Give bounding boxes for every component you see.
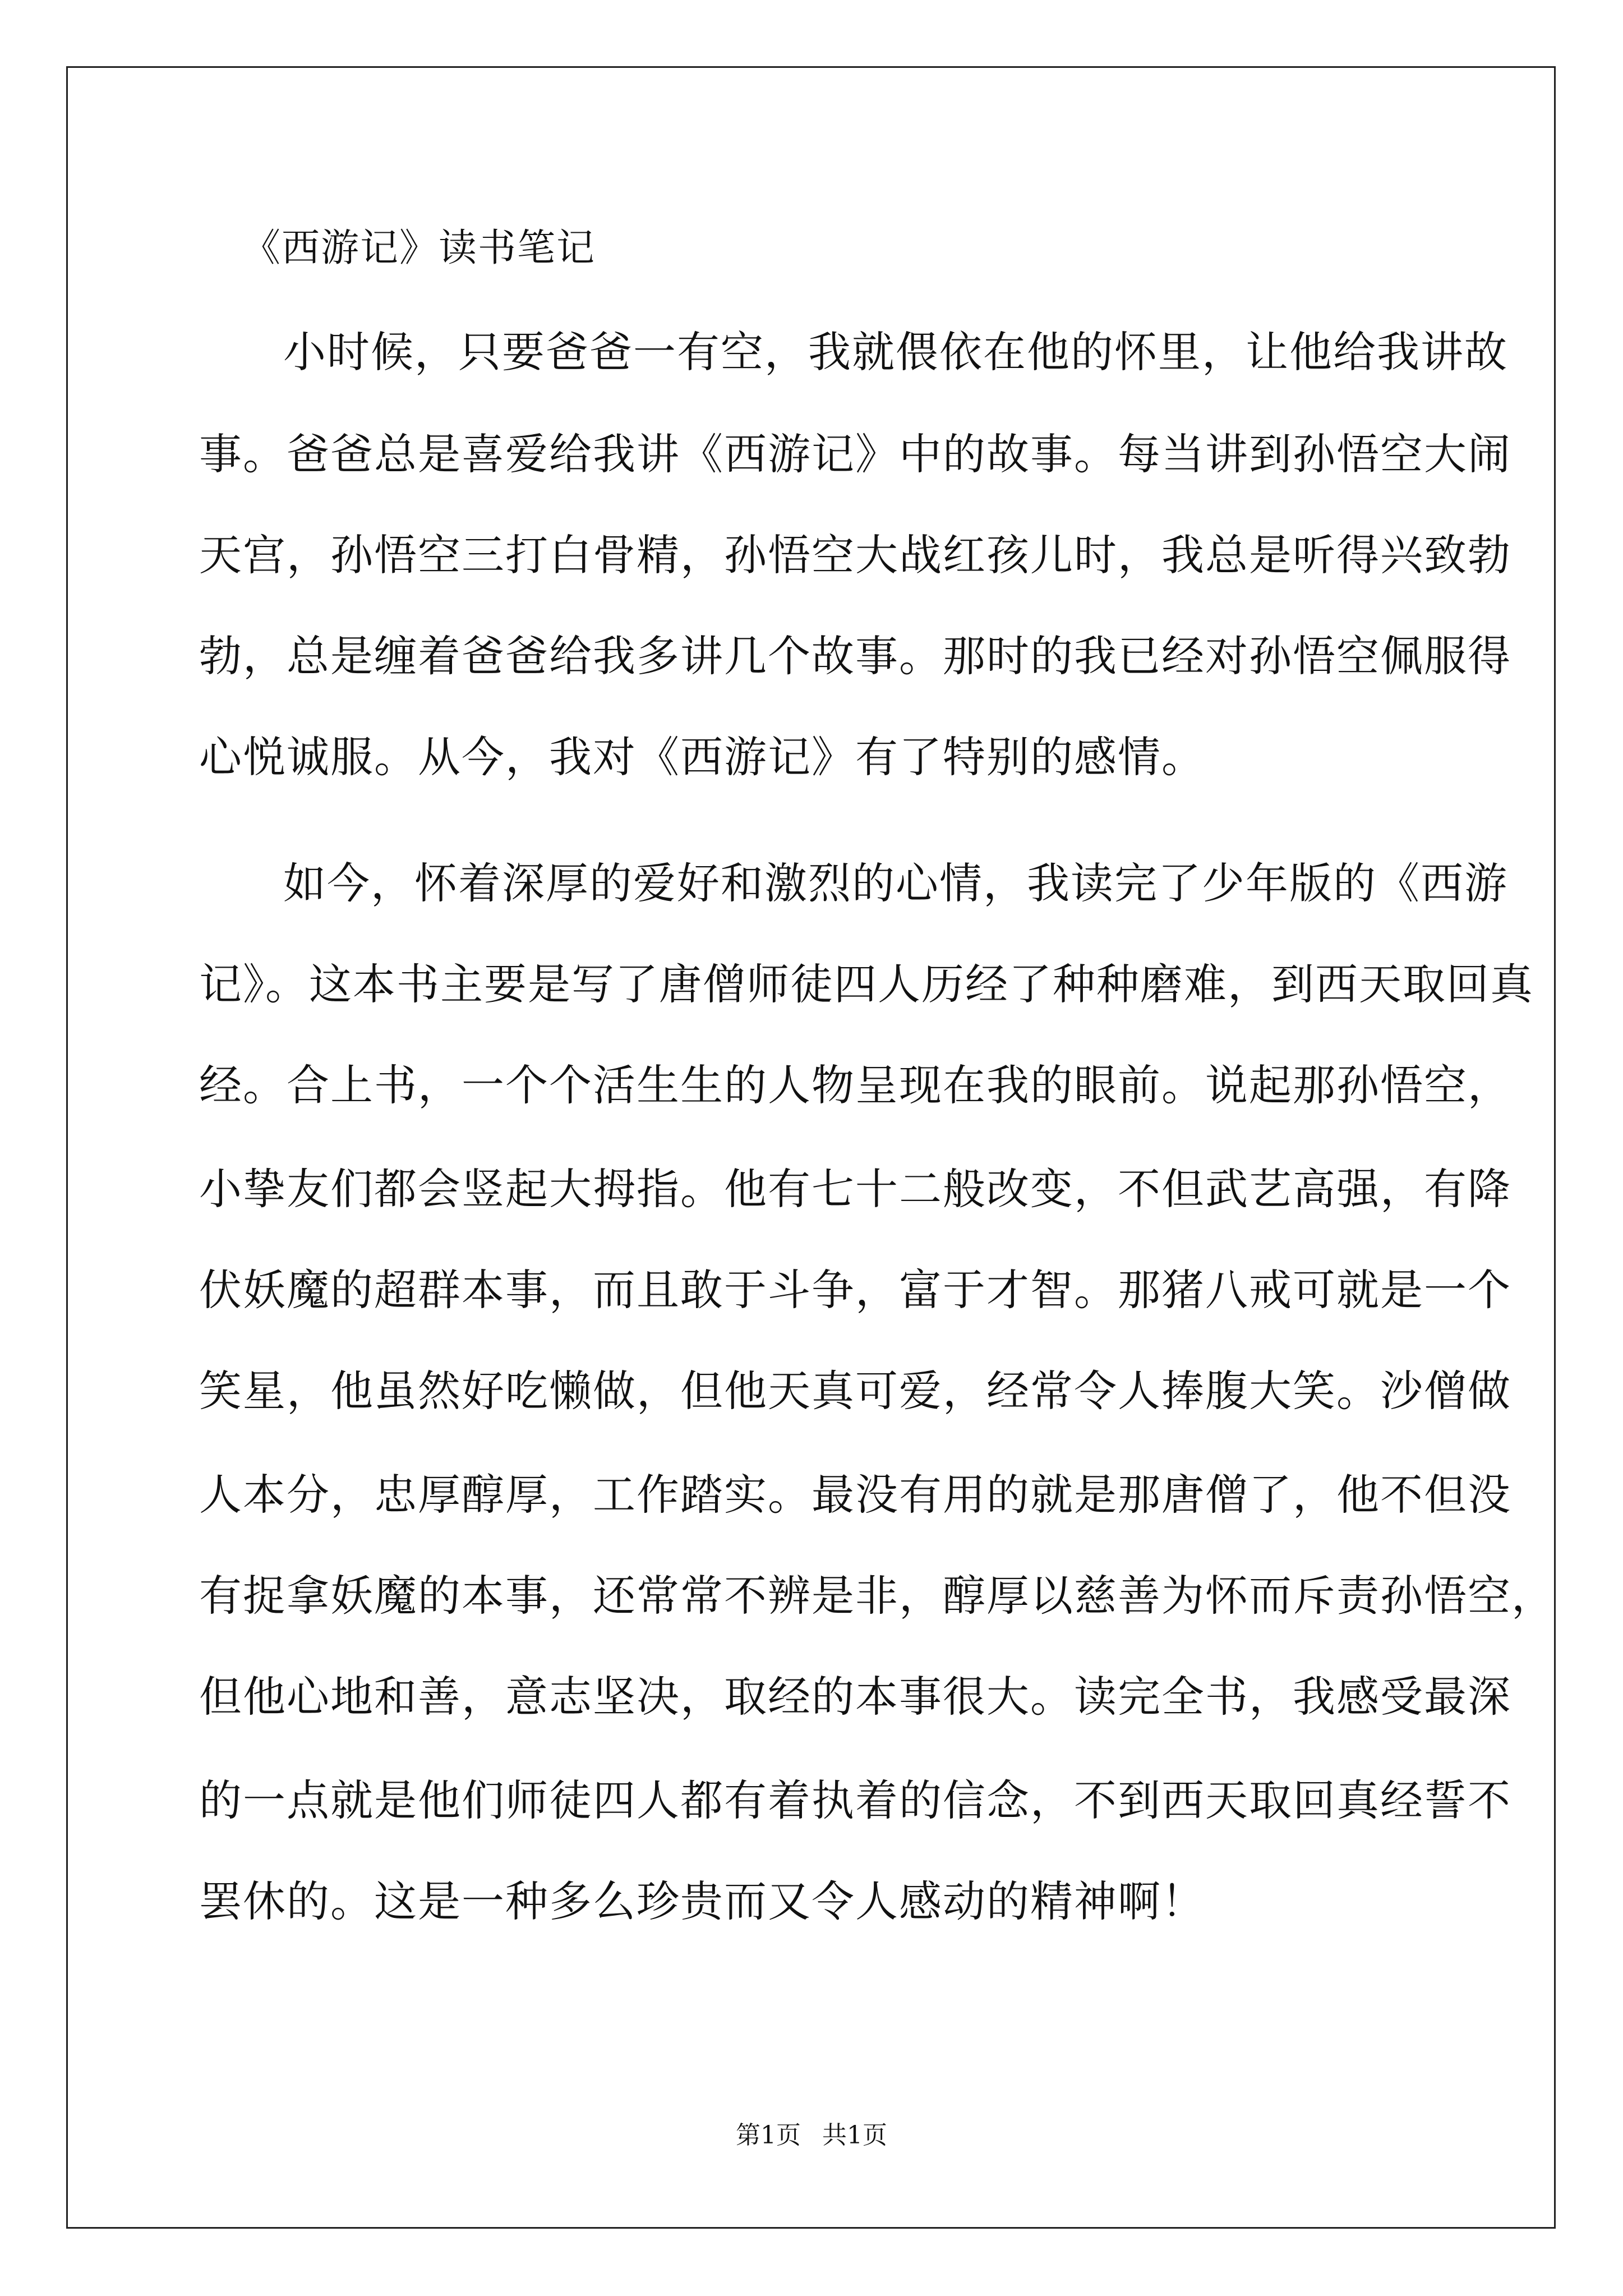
paragraph-2-line-3: 经。合上书，一个个活生生的人物呈现在我的眼前。说起那孙悟空， bbox=[199, 1060, 1511, 1110]
page-footer bbox=[0, 2119, 1623, 2152]
paragraph-2-line-8: 有捉拿妖魔的本事，还常常不辨是非，醇厚以慈善为怀而斥责孙悟空， bbox=[199, 1571, 1555, 1621]
paragraph-1-line-2: 事。爸爸总是喜爱给我讲《西游记》中的故事。每当讲到孙悟空大闹 bbox=[199, 429, 1511, 479]
paragraph-2-line-6: 笑星，他虽然好吃懒做，但他天真可爱，经常令人捧腹大笑。沙僧做 bbox=[199, 1366, 1511, 1416]
paragraph-1-line-1: 小时候，只要爸爸一有空，我就偎依在他的怀里，让他给我讲故 bbox=[283, 327, 1508, 377]
paragraph-2-line-5: 伏妖魔的超群本事，而且敢于斗争，富于才智。那猪八戒可就是一个 bbox=[199, 1265, 1511, 1315]
paragraph-2-line-7: 人本分，忠厚醇厚，工作踏实。最没有用的就是那唐僧了，他不但没 bbox=[199, 1470, 1511, 1520]
paragraph-1-line-3: 天宫，孙悟空三打白骨精，孙悟空大战红孩儿时，我总是听得兴致勃 bbox=[199, 530, 1511, 580]
paragraph-1-line-5: 心悦诚服。从今，我对《西游记》有了特别的感情。 bbox=[199, 732, 1205, 782]
paragraph-1-line-4: 勃，总是缠着爸爸给我多讲几个故事。那时的我已经对孙悟空佩服得 bbox=[199, 631, 1511, 681]
document-title: 《西游记》读书笔记 bbox=[242, 226, 596, 270]
paragraph-2-line-2: 记》。这本书主要是写了唐僧师徒四人历经了种种磨难，到西天取回真 bbox=[199, 959, 1534, 1009]
page-number: 第1页 bbox=[736, 2121, 801, 2150]
paragraph-2-line-1: 如今，怀着深厚的爱好和激烈的心情，我读完了少年版的《西游 bbox=[283, 858, 1508, 908]
paragraph-2-line-11: 罢休的。这是一种多么珍贵而又令人感动的精神啊！ bbox=[199, 1876, 1205, 1926]
paragraph-2-line-4: 小挚友们都会竖起大拇指。他有七十二般改变，不但武艺高强，有降 bbox=[199, 1164, 1511, 1214]
paragraph-2-line-9: 但他心地和善，意志坚决，取经的本事很大。读完全书，我感受最深 bbox=[199, 1672, 1511, 1722]
paragraph-2-line-10: 的一点就是他们师徒四人都有着执着的信念，不到西天取回真经誓不 bbox=[199, 1775, 1511, 1825]
page-total: 共1页 bbox=[822, 2121, 887, 2150]
